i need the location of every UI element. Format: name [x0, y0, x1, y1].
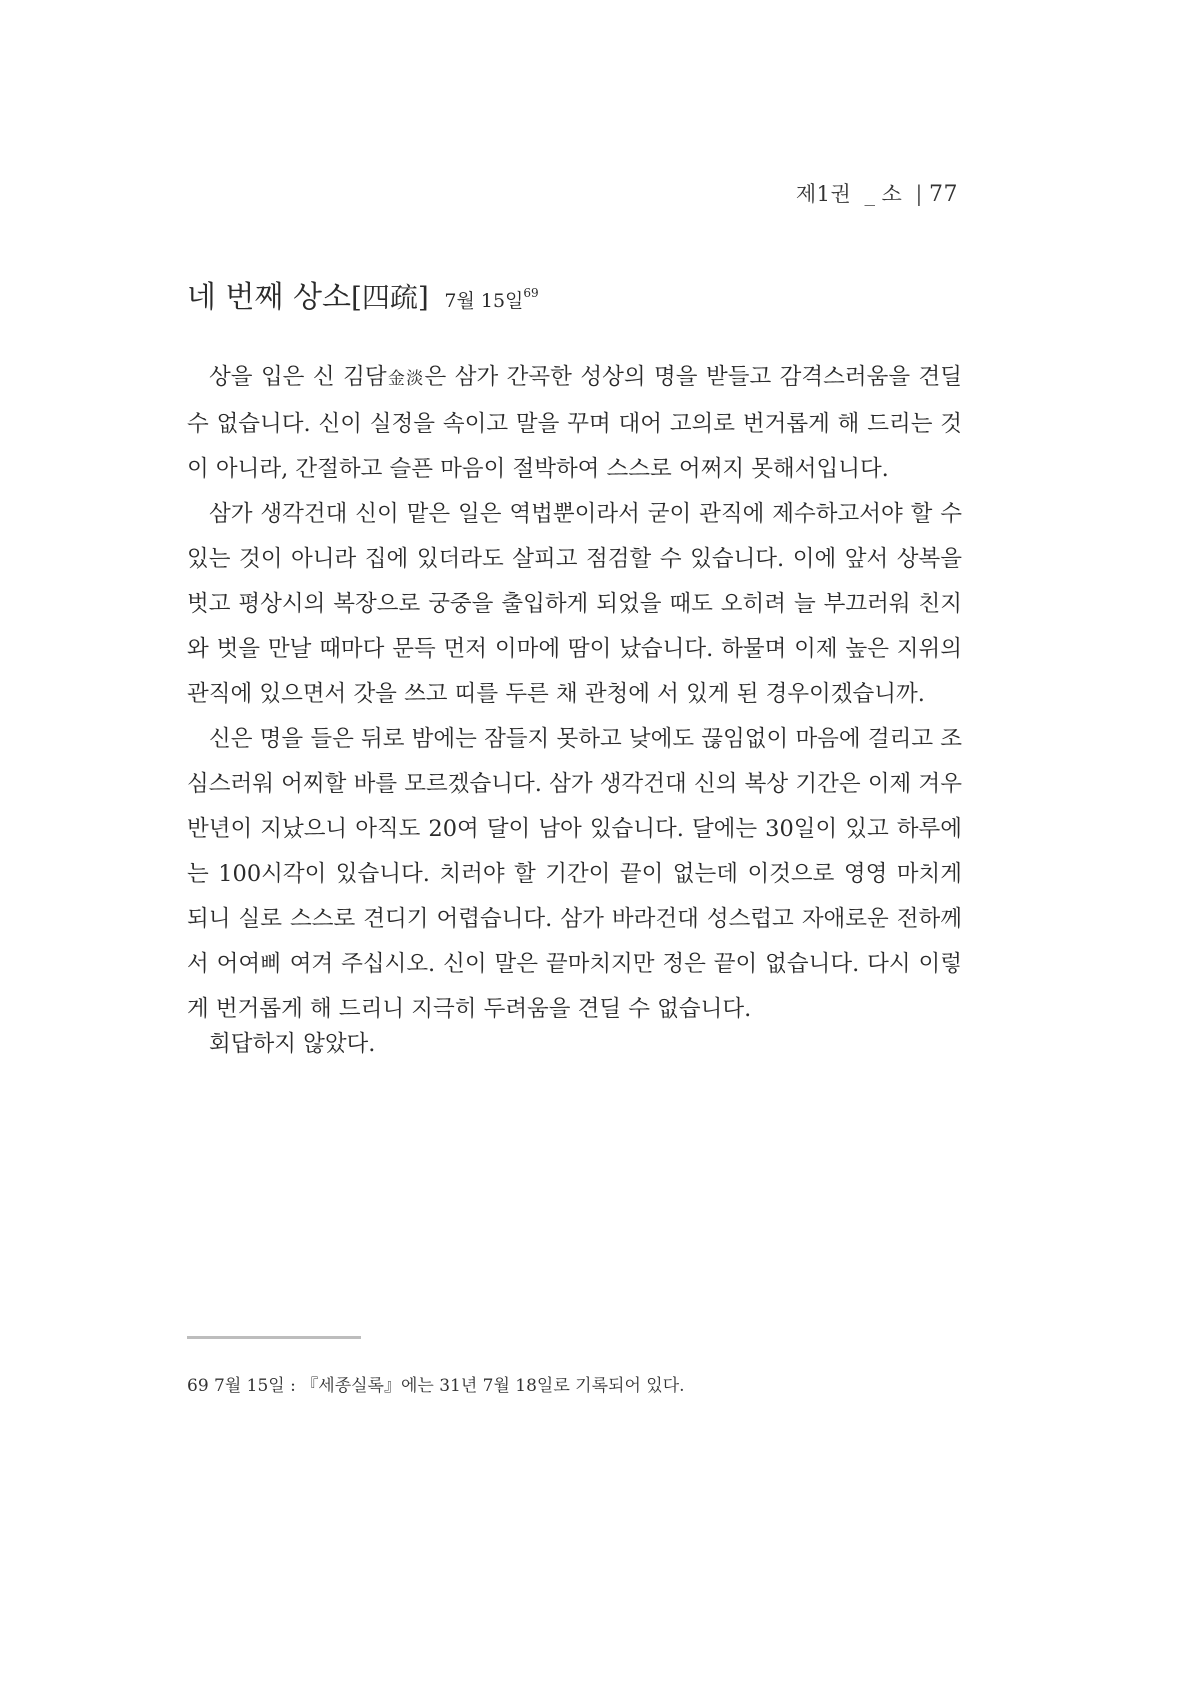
closing-line: 회답하지 않았다.	[209, 1031, 376, 1057]
paragraph-1	[187, 355, 962, 492]
paragraph-1-hanja: 金淡	[386, 369, 425, 389]
running-head-section: 소	[881, 182, 903, 206]
paragraph-1-rest: 은 삼가 간곡한 성상의 명을 받들고 감격스러움을 견딜 수 없습니다. 신이 실정을 속이고 말을 꾸며 대어 고의로 번거롭게 해 드리는 것이 아니라, 간절하고 슬픈 마음이 절박하여 스스로 어쩌지 못해서입니다.	[187, 364, 962, 482]
running-head-separator: _	[864, 182, 876, 206]
footnote-divider	[187, 1336, 361, 1339]
footnote: 69 7월 15일 : 『세종실록』에는 31년 7월 18일로 기록되어 있다.	[187, 1376, 685, 1396]
section-title-hanja: [四疏]	[350, 281, 429, 314]
body-text	[187, 355, 962, 1032]
paragraph-2: 삼가 생각건대 신이 맡은 일은 역법뿐이라서 굳이 관직에 제수하고서야 할 수 있는 것이 아니라 집에 있더라도 살피고 점검할 수 있습니다. 이에 앞서 상복을 벗고 평상시의 복장으로 궁중을 출입하게 되었을 때도 오히려 늘 부끄러워 친지와 벗을 만날 때마다 문득 먼저 이마에 땀이 났습니다. 하물며 이제 높은 지위의 관직에 있으면서 갓을 쓰고 띠를 두른 채 관청에 서 있게 된 경우이겠습니까.	[187, 501, 962, 707]
footnote-reference: 69	[523, 286, 539, 300]
paragraph-3: 신은 명을 들은 뒤로 밤에는 잠들지 못하고 낮에도 끊임없이 마음에 걸리고 조심스러워 어찌할 바를 모르겠습니다. 삼가 생각건대 신의 복상 기간은 이제 겨우 반년이 지났으니 아직도 20여 달이 남아 있습니다. 달에는 30일이 있고 하루에는 100시각이 있습니다. 치러야 할 기간이 끝이 없는데 이것으로 영영 마치게 되니 실로 스스로 견디기 어렵습니다. 삼가 바라건대 성스럽고 자애로운 전하께서 어여삐 여겨 주십시오. 신이 말은 끝마치지만 정은 끝이 없습니다. 다시 이렇게 번거롭게 해 드리니 지극히 두려움을 견딜 수 없습니다.	[187, 726, 962, 1022]
running-head	[796, 178, 958, 208]
running-head-volume: 제1권	[795, 182, 852, 206]
section-title: 네 번째 상소	[187, 280, 351, 315]
section-date: 7월 15일	[444, 290, 524, 312]
running-head-divider: |	[915, 182, 923, 206]
page-number: 77	[929, 182, 958, 207]
section-heading	[187, 272, 539, 316]
paragraph-1-start: 상을 입은 신 김담	[209, 364, 387, 390]
